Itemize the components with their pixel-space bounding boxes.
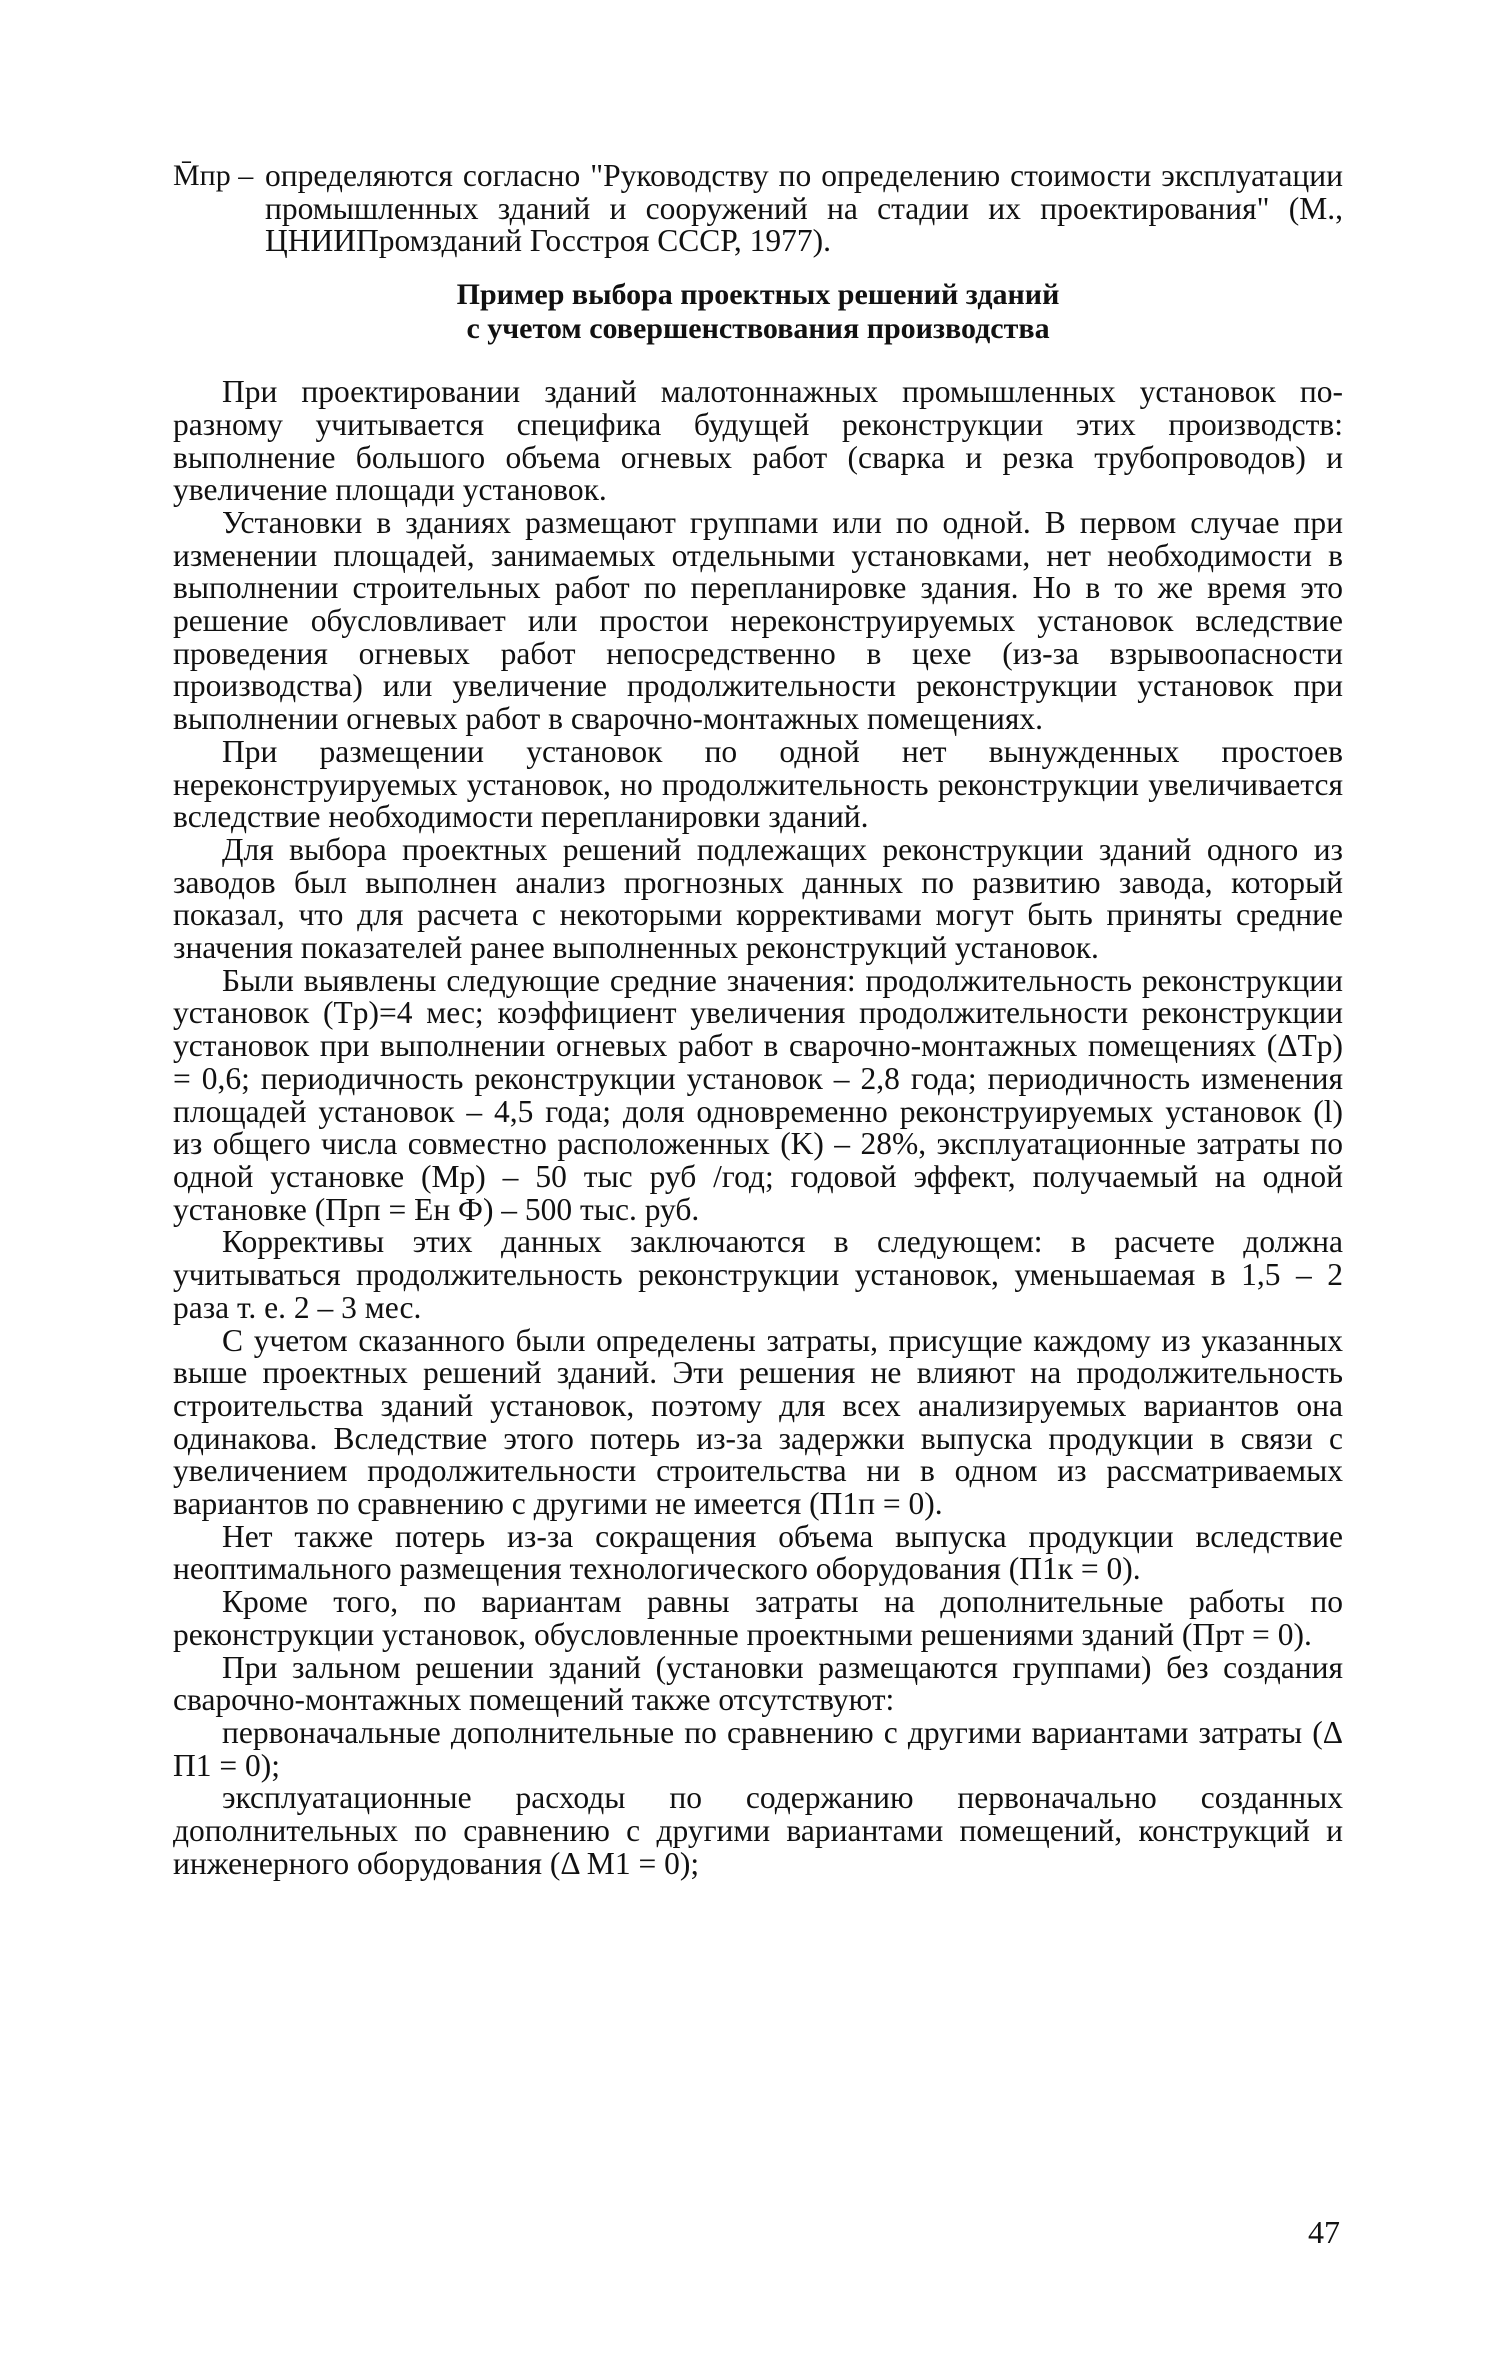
- paragraph: Были выявлены следующие средние значения: продолжительность реконструкции установок (Tр)=4 мес; коэффициент увеличения продолжительности реконструкции установок при выполнении огневых работ в сварочно-монтажных помещениях (ΔTр) = 0,6; периодичность реконструкции установок – 2,8 года; периодичность изменения площадей установок – 4,5 года; доля одновременно реконструируемых установок (l) из общего числа совместно расположенных (K) – 28%, эксплуатационные затраты по одной установке (Mр) – 50 тыс руб /год; годовой эффект, получаемый на одной установке (Прп = Eн Ф) – 500 тыс. руб.: [173, 962, 1343, 1227]
- paragraph: Коррективы этих данных заключаются в следующем: в расчете должна учитываться продолжительность реконструкции установок, уменьшаемая в 1,5 – 2 раза т. е. 2 – 3 мес.: [173, 1224, 1343, 1325]
- page-content: [173, 160, 1343, 1880]
- paragraph: С учетом сказанного были определены затраты, присущие каждому из указанных выше проектных решений зданий. Эти решения не влияют на продолжительность строительства зданий установок, поэтому для всех анализируемых вариантов она одинакова. Вследствие этого потерь из-за задержки выпуска продукции в связи с увеличением продолжительности строительства ни в одном из рассматриваемых вариантов по сравнению с другими не имеется (П1п = 0).: [173, 1322, 1343, 1522]
- definition-text: определяются согласно "Руководству по определению стоимости эксплуатации промышленных зданий и сооружений на стадии их проектирования" (М., ЦНИИПромзданий Госстроя СССР, 1977).: [265, 158, 1343, 259]
- section-heading-line-2: с учетом совершенствования производства: [466, 312, 1050, 346]
- definition-term: M̄пр –: [173, 159, 254, 192]
- section-heading-line-1: Пример выбора проектных решений зданий: [456, 278, 1060, 312]
- paragraph: Установки в зданиях размещают группами или по одной. В первом случае при изменении площадей, занимаемых отдельными установками, нет необходимости в выполнении строительных работ по перепланировке здания. Но в то же время это решение обусловливает или простои нереконструируемых установок вследствие проведения огневых работ непосредственно в цехе (из-за взрывоопасности производства) или увеличение продолжительности реконструкции установок при выполнении огневых работ в сварочно-монтажных помещениях.: [173, 504, 1343, 737]
- paragraph: При размещении установок по одной нет вынужденных простоев нереконструируемых установок, но продолжительность реконструкции увеличивается вследствие необходимости перепланировки зданий.: [173, 733, 1343, 835]
- section-heading: [173, 278, 1343, 346]
- paragraph: первоначальные дополнительные по сравнению с другими вариантами затраты (Δ П1 = 0);: [173, 1714, 1343, 1783]
- paragraph: Для выбора проектных решений подлежащих реконструкции зданий одного из заводов был выполнен анализ прогнозных данных по развитию завода, который показал, что для расчета с некоторыми коррективами могут быть приняты средние значения показателей ранее выполненных реконструкций установок.: [173, 831, 1343, 966]
- paragraph: При проектировании зданий малотоннажных промышленных установок по-разному учитывается специфика будущей реконструкции этих производств: выполнение большого объема огневых работ (сварка и резка трубопроводов) и увеличение площади установок.: [173, 374, 1343, 508]
- definition-item: [173, 160, 1343, 258]
- paragraph: Кроме того, по вариантам равны затраты на дополнительные работы по реконструкции установок, обусловленные проектными решениями зданий (Прт = 0).: [173, 1584, 1343, 1652]
- paragraph: эксплуатационные расходы по содержанию первоначально созданных дополнительных по сравнению с другими вариантами помещений, конструкций и инженерного оборудования (Δ M1 = 0);: [173, 1780, 1343, 1881]
- page-number: 47: [1308, 2214, 1340, 2250]
- paragraph: Нет также потерь из-за сокращения объема выпуска продукции вследствие неоптимального размещения технологического оборудования (П1к = 0).: [173, 1518, 1343, 1587]
- paragraph: При зальном решении зданий (установки размещаются группами) без создания сварочно-монтажных помещений также отсутствуют:: [173, 1649, 1343, 1718]
